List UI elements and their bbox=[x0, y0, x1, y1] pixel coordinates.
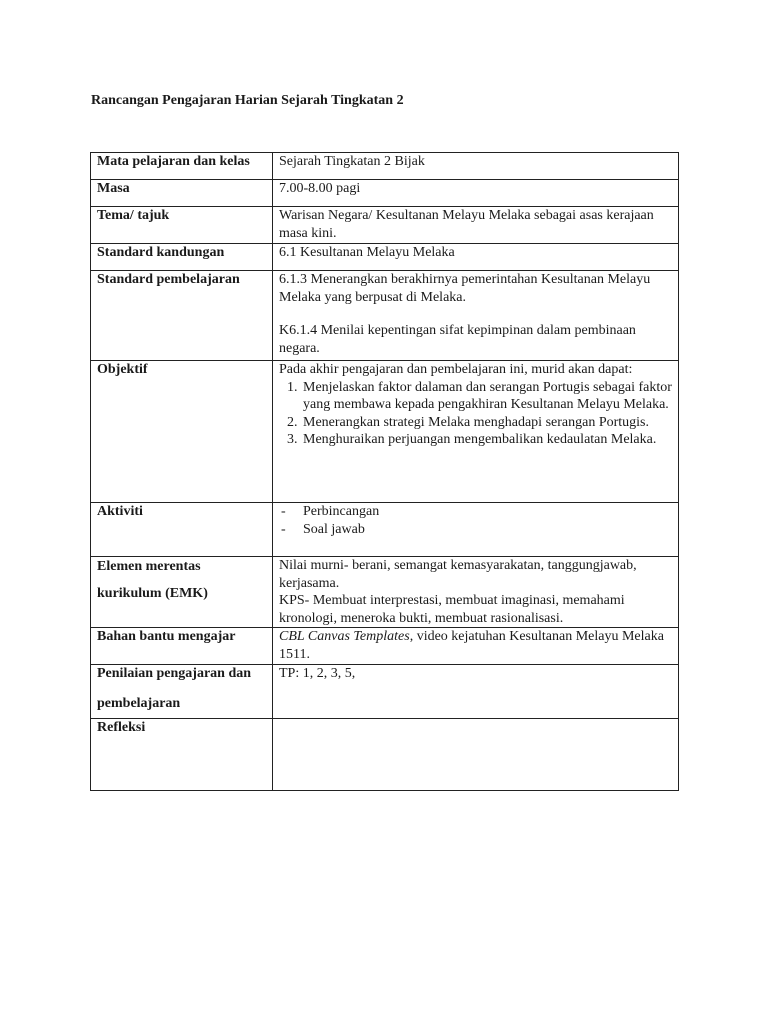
row-tema bbox=[91, 207, 679, 244]
label-standard-pembelajaran: Standard pembelajaran bbox=[91, 271, 273, 361]
standard-pembelajaran-text-1: 6.1.3 Menerangkan berakhirnya pemerintahan Kesultanan Melayu Melaka yang berpusat di Melaka. bbox=[279, 272, 651, 305]
label-refleksi: Refleksi bbox=[91, 719, 273, 791]
row-standard-kandungan bbox=[91, 244, 679, 271]
label-standard-kandungan: Standard kandungan bbox=[91, 244, 273, 271]
aktiviti-item bbox=[279, 503, 672, 521]
row-penilaian bbox=[91, 665, 679, 719]
aktiviti-item-text: Perbincangan bbox=[303, 504, 380, 519]
bahan-rest: , video kejatuhan Kesultanan Melayu Melaka 1511. bbox=[279, 629, 664, 662]
row-emk bbox=[91, 557, 679, 628]
emk-nilai-murni: Nilai murni- berani, semangat kemasyarakatan, tanggungjawab, kerjasama. bbox=[279, 558, 637, 591]
standard-pembelajaran-text-2: K6.1.4 Menilai kepentingan sifat kepimpinan dalam pembinaan negara. bbox=[279, 323, 636, 356]
value-aktiviti bbox=[273, 503, 679, 557]
objektif-list bbox=[279, 379, 672, 449]
row-mata-pelajaran bbox=[91, 153, 679, 180]
value-tema: Warisan Negara/ Kesultanan Melayu Melaka sebagai asas kerajaan masa kini. bbox=[273, 207, 679, 244]
label-penilaian-line-2: pembelajaran bbox=[97, 695, 181, 711]
lesson-plan-table bbox=[90, 152, 679, 791]
value-standard-kandungan: 6.1 Kesultanan Melayu Melaka bbox=[273, 244, 679, 271]
label-emk-line-2: kurikulum (EMK) bbox=[97, 585, 208, 601]
label-masa: Masa bbox=[91, 180, 273, 207]
emk-kps: KPS- Membuat interprestasi, membuat imaginasi, memahami kronologi, meneroka bukti, membuat rasionalisasi. bbox=[279, 593, 625, 626]
row-refleksi bbox=[91, 719, 679, 791]
row-objektif bbox=[91, 361, 679, 503]
row-aktiviti bbox=[91, 503, 679, 557]
objektif-intro: Pada akhir pengajaran dan pembelajaran ini, murid akan dapat: bbox=[279, 362, 633, 377]
value-mata-pelajaran: Sejarah Tingkatan 2 Bijak bbox=[273, 153, 679, 180]
row-bahan bbox=[91, 628, 679, 665]
aktiviti-item bbox=[279, 521, 672, 539]
value-refleksi bbox=[273, 719, 679, 791]
label-emk-line-1: Elemen merentas bbox=[97, 559, 201, 574]
value-emk bbox=[273, 557, 679, 628]
bahan-italic: CBL Canvas Templates bbox=[279, 629, 410, 644]
objektif-item: 2. Menerangkan strategi Melaka menghadapi serangan Portugis. bbox=[301, 414, 672, 432]
value-bahan bbox=[273, 628, 679, 665]
objektif-item: 3. Menghuraikan perjuangan mengembalikan kedaulatan Melaka. bbox=[301, 431, 672, 449]
aktiviti-item-text: Soal jawab bbox=[303, 521, 365, 537]
row-standard-pembelajaran bbox=[91, 271, 679, 361]
row-masa bbox=[91, 180, 679, 207]
label-objektif: Objektif bbox=[91, 361, 273, 503]
label-penilaian-line-1: Penilaian pengajaran dan bbox=[97, 666, 252, 681]
page-title: Rancangan Pengajaran Harian Sejarah Tingkatan 2 bbox=[91, 93, 404, 108]
dash-bullet: - bbox=[281, 521, 286, 537]
label-tema: Tema/ tajuk bbox=[91, 207, 273, 244]
label-mata-pelajaran: Mata pelajaran dan kelas bbox=[91, 153, 273, 180]
value-penilaian: TP: 1, 2, 3, 5, bbox=[273, 665, 679, 719]
label-emk bbox=[91, 557, 273, 628]
objektif-item: 1. Menjelaskan faktor dalaman dan serangan Portugis sebagai faktor yang membawa kepada pengakhiran Kesultanan Melayu Melaka. bbox=[301, 379, 672, 414]
label-aktiviti: Aktiviti bbox=[91, 503, 273, 557]
label-bahan: Bahan bantu mengajar bbox=[91, 628, 273, 665]
dash-bullet: - bbox=[281, 504, 286, 519]
value-objektif bbox=[273, 361, 679, 503]
value-standard-pembelajaran bbox=[273, 271, 679, 361]
value-masa: 7.00-8.00 pagi bbox=[273, 180, 679, 207]
aktiviti-list bbox=[279, 503, 672, 538]
label-penilaian bbox=[91, 665, 273, 719]
